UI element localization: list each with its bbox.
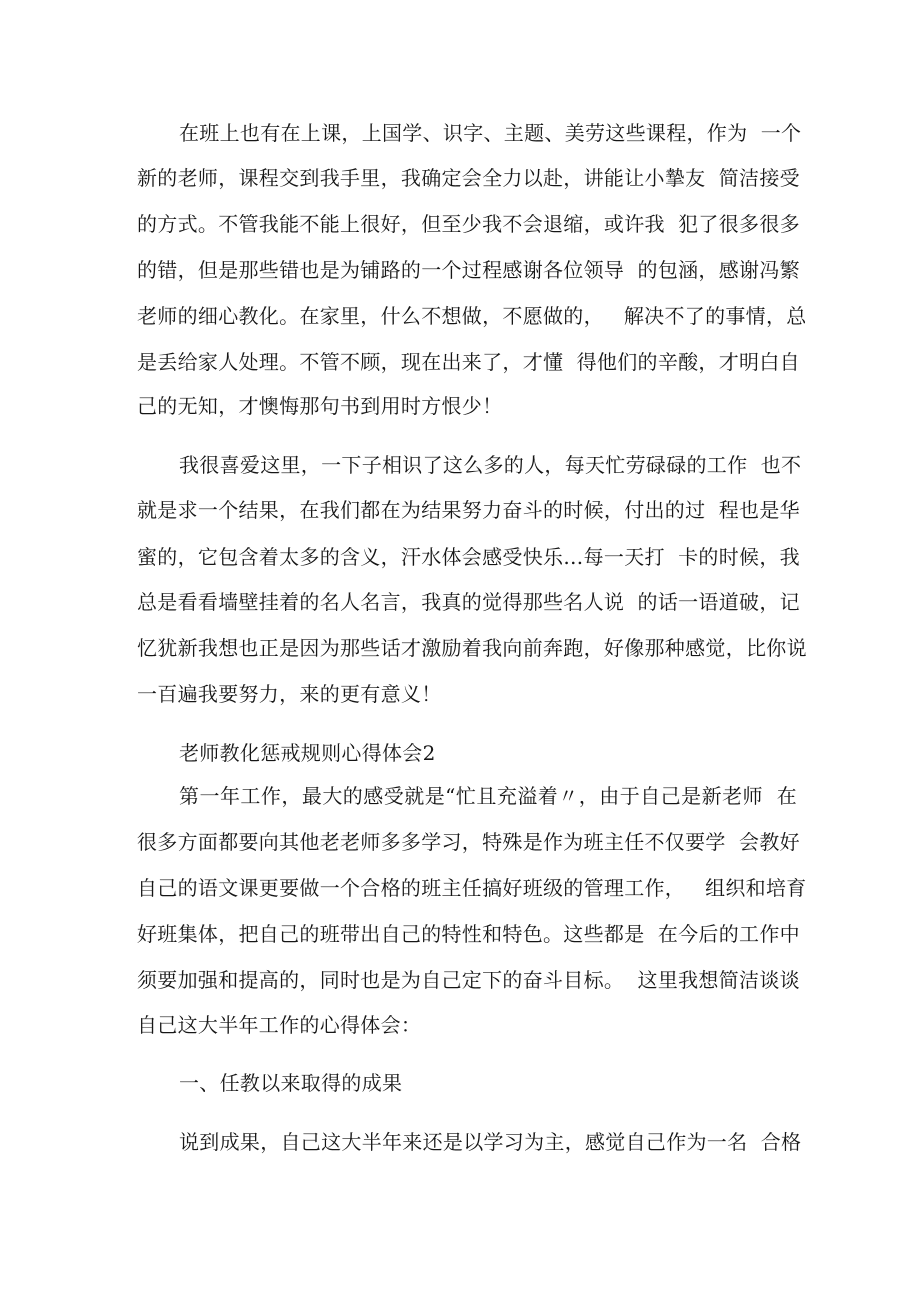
paragraph-1-line-4: 的错，但是那些错也是为铺路的一个过程感谢各位领导 的包涵，感谢冯繁 bbox=[137, 258, 800, 282]
paragraph-1-line-2: 新的老师，课程交到我手里，我确定会全力以赴，讲能让小摯友 简洁接受 bbox=[137, 166, 800, 190]
paragraph-3-line-1: 第一年工作，最大的感受就是“忙且充溢着〃，由于自己是新老师 在 bbox=[179, 784, 797, 808]
paragraph-3-line-5: 须要加强和提高的，同时也是为自己定下的奋斗目标。 这里我想简洁谈谈 bbox=[137, 968, 800, 992]
paragraph-1-line-1: 在班上也有在上课，上国学、识字、主题、美劳这些课程，作为 一个 bbox=[179, 121, 802, 145]
paragraph-1-line-7: 己的无知，才懊悔那句书到用时方恨少！ bbox=[137, 394, 503, 418]
paragraph-2-line-1: 我很喜爱这里，一下子相识了这么多的人，每天忙劳碌碌的工作 也不 bbox=[179, 453, 802, 477]
paragraph-3-line-6: 自己这大半年工作的心得体会： bbox=[137, 1013, 422, 1037]
section-heading-3: 一、任教以来取得的成果 bbox=[179, 1071, 403, 1095]
section-heading-2: 老师教化惩戒规则心得体会2 bbox=[179, 741, 436, 765]
paragraph-2-line-2: 就是求一个结果，在我们都在为结果努力奋斗的时候，付出的过 程也是华 bbox=[137, 498, 800, 522]
paragraph-3-line-2: 很多方面都要向其他老老师多多学习，特殊是作为班主任不仅要学 会教好 bbox=[137, 830, 800, 854]
paragraph-2-line-6: 一百遍我要努力，来的更有意义！ bbox=[137, 682, 442, 706]
paragraph-3-line-4: 好班集体，把自己的班带出自己的特性和特色。这些都是 在今后的工作中 bbox=[137, 922, 800, 946]
paragraph-1-line-6: 是丢给家人处理。不管不顾，现在出来了，才懂 得他们的辛酸，才明白自 bbox=[137, 350, 800, 374]
paragraph-2-line-4: 总是看看墙壁挂着的名人名言，我真的觉得那些名人说 的话一语道破，记 bbox=[137, 590, 800, 614]
paragraph-2-line-3: 蜜的，它包含着太多的含义，汗水体会感受快乐…每一天打 卡的时候，我 bbox=[137, 545, 800, 569]
paragraph-3-line-3: 自己的语文课更要做一个合格的班主任搞好班级的管理工作， 组织和培育 bbox=[137, 876, 807, 900]
paragraph-1-line-3: 的方式。不管我能不能上很好，但至少我不会退缩，或许我 犯了很多很多 bbox=[137, 212, 800, 236]
paragraph-2-line-5: 忆犹新我想也正是因为那些话才激励着我向前奔跑，好像那种感觉，比你说 bbox=[137, 636, 807, 660]
paragraph-1-line-5: 老师的细心教化。在家里，什么不想做，不愿做的， 解决不了的事情，总 bbox=[137, 304, 807, 328]
paragraph-4-line-1: 说到成果，自己这大半年来还是以学习为主，感觉自己作为一名 合格 bbox=[179, 1130, 802, 1154]
